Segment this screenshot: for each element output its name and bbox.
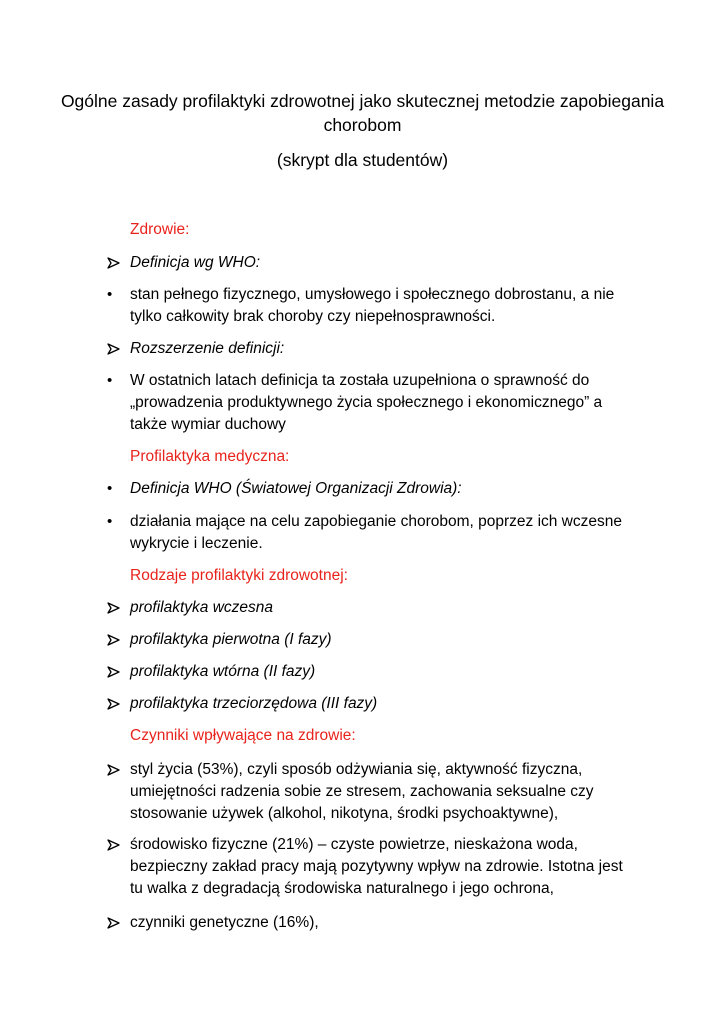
list-item-text: profilaktyka pierwotna (I fazy) [130,631,332,648]
list-item [107,693,637,715]
document-title: Ogólne zasady profilaktyki zdrowotnej jako skutecznej metodzie zapobiegania chorobom [60,91,665,135]
arrow-bullet-icon [107,759,129,783]
bullet-dot-icon: • [107,513,113,530]
list-item-text: profilaktyka trzeciorzędowa (III fazy) [130,695,378,712]
list-item [107,338,637,360]
arrow-bullet-icon [107,338,129,362]
list-item [107,370,637,436]
list-item [107,912,637,934]
section-heading-rodzaje: Rodzaje profilaktyki zdrowotnej: [130,567,348,584]
document-subtitle: (skrypt dla studentów) [276,150,449,170]
list-item-text: Rozszerzenie definicji: [130,340,285,357]
list-item-text: profilaktyka wczesna [130,599,274,616]
arrow-bullet-icon [107,661,129,685]
list-item-text: działania mające na celu zapobieganie chorobom, poprzez ich wczesne wykrycie i leczenie. [130,513,622,552]
list-item-text: stan pełnego fizycznego, umysłowego i społecznego dobrostanu, a nie tylko całkowity brak choroby czy niepełnosprawności. [130,286,615,325]
list-item [107,834,637,900]
bullet-dot-icon: • [107,372,113,389]
list-item [107,629,637,651]
bullet-dot-icon: • [107,480,113,497]
list-item-text: Definicja WHO (Światowej Organizacji Zdrowia): [130,480,462,497]
list-item [107,661,637,683]
list-item-text: czynniki genetyczne (16%), [130,914,319,931]
list-item [107,284,637,328]
bullet-dot-icon: • [107,286,113,303]
section-heading-zdrowie: Zdrowie: [130,221,190,238]
list-item-text: środowisko fizyczne (21%) – czyste powietrze, nieskażona woda, bezpieczny zakład pracy mają pozytywny wpływ na zdrowie. Istotna jest tu walka z degradacją środowiska naturalnego i jego ochrona, [130,836,623,897]
list-item [107,759,637,825]
arrow-bullet-icon [107,629,129,653]
list-item-text: Definicja wg WHO: [130,254,261,271]
list-item [107,511,637,555]
list-item [107,597,637,619]
arrow-bullet-icon [107,693,129,717]
list-item-text: profilaktyka wtórna (II fazy) [130,663,316,680]
arrow-bullet-icon [107,834,129,858]
arrow-bullet-icon [107,597,129,621]
arrow-bullet-icon [107,252,129,276]
list-item [107,478,637,500]
arrow-bullet-icon [107,912,129,936]
section-heading-profilaktyka: Profilaktyka medyczna: [130,448,290,465]
section-heading-czynniki: Czynniki wpływające na zdrowie: [130,727,356,744]
list-item-text: W ostatnich latach definicja ta została uzupełniona o sprawność do „prowadzenia produktywnego życia społecznego i ekonomicznego” a także wymiar duchowy [130,372,603,433]
list-item-text: styl życia (53%), czyli sposób odżywiania się, aktywność fizyczna, umiejętności radzenia sobie ze stresem, zachowania seksualne czy stosowanie używek (alkohol, nikotyna, środki psychoaktywne), [130,761,594,822]
list-item [107,252,637,274]
